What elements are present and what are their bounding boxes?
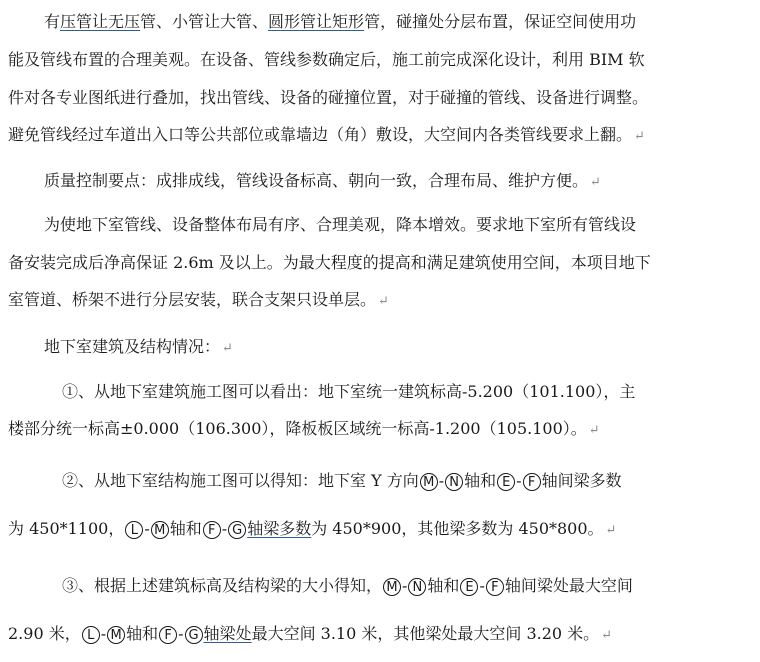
text: 轴间梁多数 <box>541 471 622 490</box>
paragraph-1-line-1 <box>44 11 760 33</box>
paragraph-3-line-2: 备安装完成后净高保证 2.6m 及以上。为最大程度的提高和满足建筑使用空间，本项目地下 <box>8 253 651 272</box>
paragraph-1-line-2: 能及管线布置的合理美观。在设备、管线参数确定后，施工前完成深化设计，利用 BIM 软 <box>8 50 645 69</box>
paragraph-5-line-1: ①、从地下室建筑施工图可以看出：地下室统一建筑标高-5.200（101.100），主 <box>62 382 636 401</box>
circled-axis-letter: L <box>82 626 100 644</box>
underlined-text: 轴梁处 <box>203 624 252 643</box>
paragraph-5-line-2 <box>8 418 760 442</box>
paragraph-mark-icon: ↵ <box>222 341 233 356</box>
paragraph-mark-icon: ↵ <box>588 423 600 438</box>
paragraph-1-line-4 <box>8 124 760 148</box>
text: - <box>402 576 408 595</box>
paragraph-mark-icon: ↵ <box>601 628 613 643</box>
circled-axis-letter: G <box>185 626 203 644</box>
circled-axis-letter: E <box>497 473 515 491</box>
circled-axis-letter: N <box>445 473 463 491</box>
paragraph-7-line-1 <box>62 575 760 597</box>
text: - <box>221 519 228 538</box>
text: 轴和 <box>427 576 460 595</box>
paragraph-1-line-3: 件对各专业图纸进行叠加，找出管线、设备的碰撞位置，对于碰撞的管线、设备进行调整。 <box>8 88 649 107</box>
underlined-text: 轴梁多数 <box>247 519 312 538</box>
paragraph-3-line-3 <box>8 289 760 313</box>
text: - <box>479 576 485 595</box>
paragraph-2 <box>44 170 760 194</box>
circled-axis-letter: M <box>383 578 401 596</box>
text: 地下室建筑及结构情况： <box>44 337 221 356</box>
text: - <box>516 471 522 490</box>
text: 轴间梁处最大空间 <box>504 576 633 595</box>
circled-axis-letter: N <box>408 578 426 596</box>
circled-axis-letter: M <box>151 521 169 539</box>
text: ②、从地下室结构施工图可以得知：地下室 Y 方向 <box>62 471 419 490</box>
text: 管，碰撞处分层布置，保证空间使用功 <box>364 12 637 31</box>
circled-axis-letter: E <box>460 578 478 596</box>
underlined-text: 压管让无压 <box>60 12 141 31</box>
circled-axis-letter: F <box>523 473 541 491</box>
circled-axis-letter: F <box>486 578 504 596</box>
circled-axis-letter: L <box>125 521 143 539</box>
circled-axis-letter: G <box>228 521 246 539</box>
text: 室管道、桥架不进行分层安装，联合支架只设单层。 <box>8 290 377 309</box>
text: - <box>438 471 445 490</box>
paragraph-7-line-2 <box>8 623 760 647</box>
text: 轴和 <box>126 624 159 643</box>
text: 质量控制要点：成排成线，管线设备标高、朝向一致，合理布局、维护方便。 <box>44 171 589 190</box>
text: 轴和 <box>464 471 497 490</box>
paragraph-mark-icon: ↵ <box>634 129 645 144</box>
text: 轴和 <box>169 519 202 538</box>
text: - <box>178 624 184 643</box>
text: 有 <box>44 12 61 31</box>
paragraph-mark-icon: ↵ <box>378 294 389 309</box>
text: - <box>144 519 150 538</box>
underlined-text: 圆形管让矩形 <box>268 12 365 31</box>
circled-axis-letter: M <box>420 473 438 491</box>
circled-axis-letter: M <box>107 626 125 644</box>
paragraph-6-line-2 <box>8 518 760 542</box>
text: 最大空间 3.10 米，其他梁处最大空间 3.20 米。 <box>251 624 600 643</box>
text: 为 450*900，其他梁多数为 450*800。 <box>311 519 604 538</box>
paragraph-6-line-1 <box>62 470 760 492</box>
text: 为 450*1100， <box>8 519 125 538</box>
paragraph-mark-icon: ↵ <box>605 523 617 538</box>
text: 楼部分统一标高±0.000（106.300），降板板区域统一标高-1.200（105.100）。 <box>8 419 587 438</box>
text: 避免管线经过车道出入口等公共部位或靠墙边（角）敷设，大空间内各类管线要求上翻。 <box>8 125 633 144</box>
text: - <box>100 624 107 643</box>
text: ③、根据上述建筑标高及结构梁的大小得知， <box>62 576 383 595</box>
paragraph-mark-icon: ↵ <box>590 175 601 190</box>
paragraph-3-line-1: 为使地下室管线、设备整体布局有序、合理美观，降本增效。要求地下室所有管线设 <box>44 215 637 234</box>
circled-axis-letter: F <box>203 521 221 539</box>
paragraph-4 <box>44 336 760 360</box>
circled-axis-letter: F <box>159 626 177 644</box>
text: 2.90 米， <box>8 624 81 643</box>
text: 管、小管让大管、 <box>140 12 269 31</box>
